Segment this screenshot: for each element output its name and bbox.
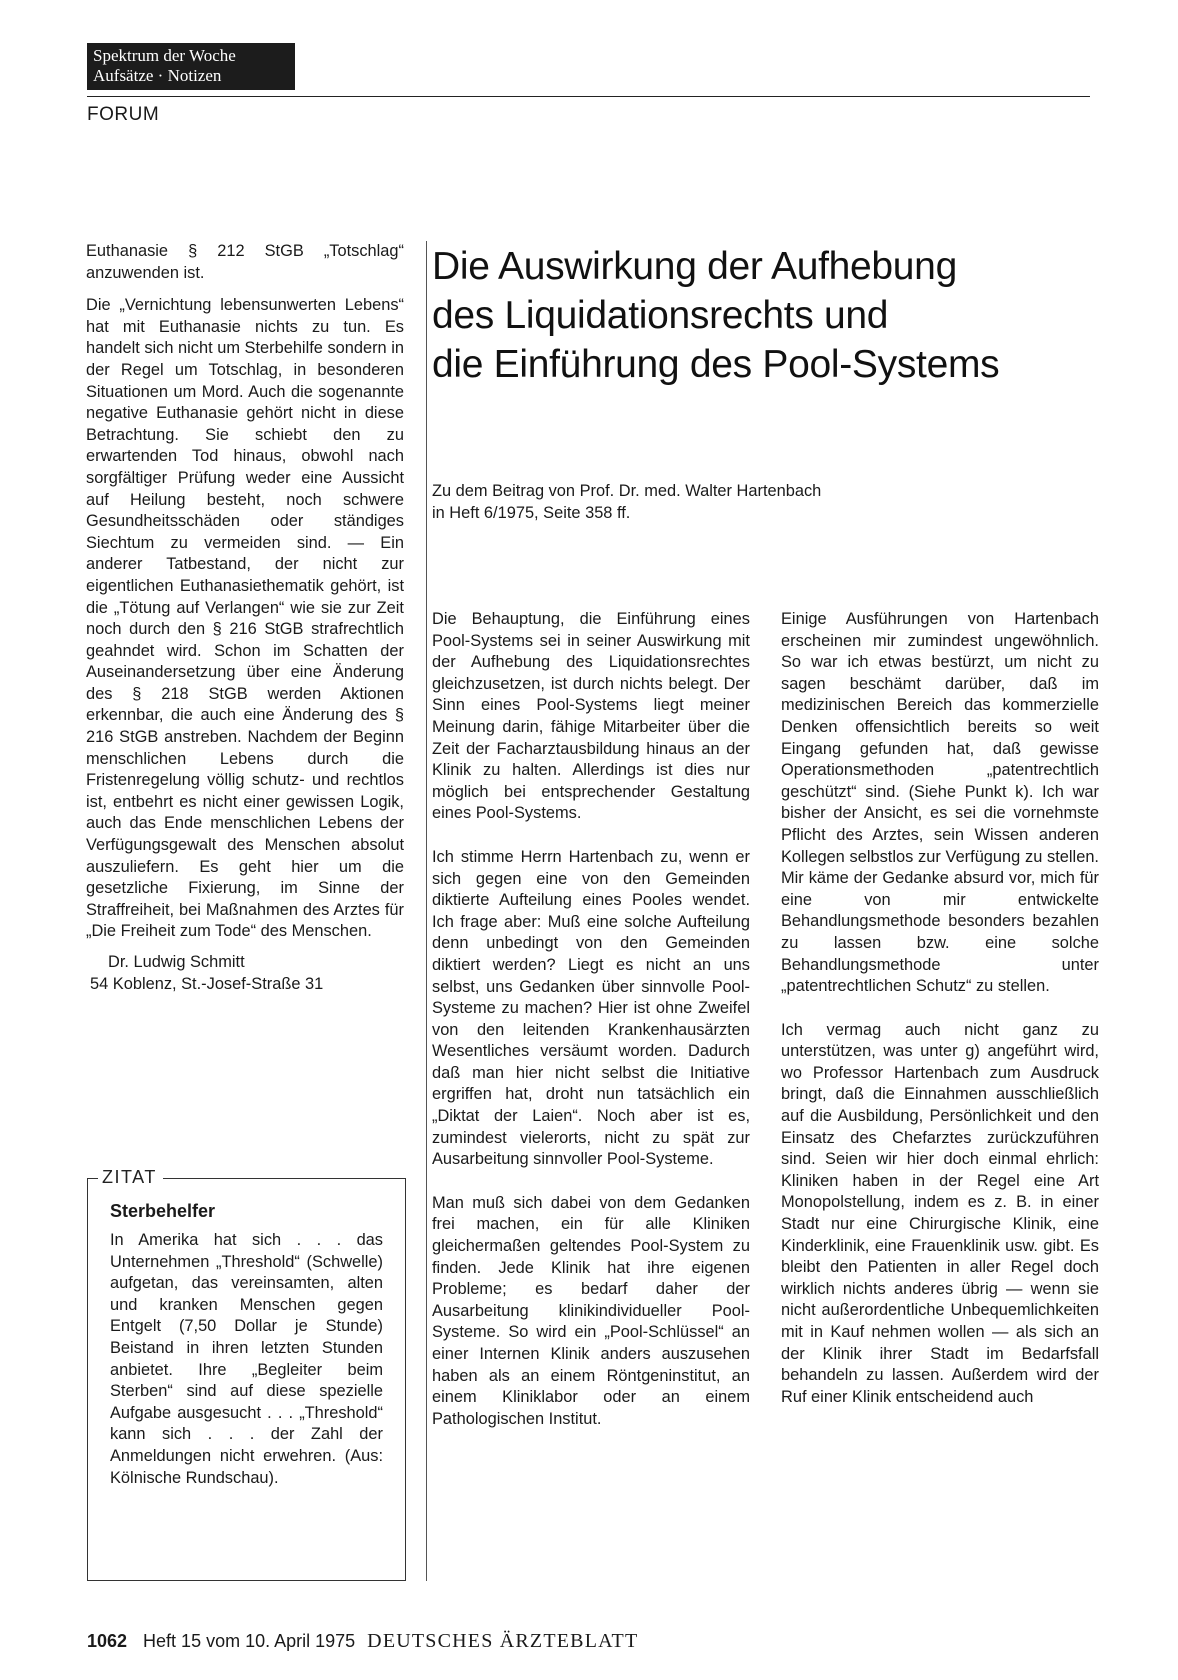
quote-box	[87, 1167, 406, 1581]
letter-signature	[86, 951, 404, 995]
article-subhead	[432, 481, 1032, 524]
article-column-right	[781, 609, 1099, 1408]
badge-line-1: Spektrum der Woche	[93, 46, 236, 65]
column-divider	[426, 241, 427, 1581]
left-paragraph: Die „Vernichtung lebensunwerten Lebens“ hat mit Euthanasie nichts zu tun. Es handelt sich nicht um Sterbehilfe sondern in der Regel um Totschlag, in besonderen Situationen um Mord. Auch die sogenannte negative Euthanasie gehört nicht in diese Betrachtung. Sie schiebt den zu erwartenden Tod hinaus, obwohl nach sorgfältiger Prüfung weder eine Aussicht auf Heilung besteht, noch schwere Gesundheitsschäden oder ständiges Siechtum zu vermeiden sind. — Ein anderer Tatbestand, der nicht zur eigentlichen Euthanasiethematik gehört, ist die „Tötung auf Verlangen“ wie sie zur Zeit noch durch den § 216 StGB strafrechtlich geahndet wird. Schon im Schatten der Auseinandersetzung über eine Änderung des § 218 StGB werden Aktionen erkennbar, die auch eine Änderung des § 216 StGB anstreben. Nachdem der Beginn menschlichen Lebens durch die Fristenregelung völlig schutz- und rechtlos ist, entbehrt es nicht einer gewissen Logik, auch das Ende menschlichen Lebens der Verfügungsgewalt des Menschen absolut auszuliefern. Es geht hier um die gesetzliche Fixierung, im Sinne der Straffreiheit, bei Maßnahmen des Arztes für „Die Freiheit zum Tode“ des Menschen.	[86, 296, 404, 941]
headline-line: Die Auswirkung der Aufhebung	[432, 245, 957, 288]
article-headline	[432, 242, 1102, 389]
journal-masthead: DEUTSCHES ÄRZTEBLATT	[367, 1630, 639, 1652]
article-paragraph: Ich stimme Herrn Hartenbach zu, wenn er sich gegen eine von den Gemeinden diktierte Aufteilung eines Pooles wendet. Ich frage aber: Muß eine solche Aufteilung denn unbedingt von den Gemeinden diktiert werden? Liegt es nicht an uns selbst, uns Gedanken über sinnvolle Pool-Systeme zu machen? Hier ist ohne Zweifel von den leitenden Krankenhausärzten Wesentliches versäumt worden. Dadurch daß man hier nicht selbst die Initiative ergriffen hat, droht nun tatsächlich ein „Diktat der Laien“. Noch aber ist es, zumindest vielerorts, nicht zu spät zur Ausarbeitung sinnvoller Pool-Systeme.	[432, 847, 750, 1169]
headline-line: des Liquidationsrechts und	[432, 294, 889, 337]
quote-box-body: In Amerika hat sich . . . das Unternehmen „Threshold“ (Schwelle) aufgetan, das vereinsamten, alten und kranken Menschen gegen Entgelt (7,50 Dollar je Stunde) Beistand in ihren letzten Stunden anbietet. Ihre „Begleiter beim Sterben“ sind auf diese spezielle Aufgabe ausgesucht . . . „Threshold“ kann sich . . . der Zahl der Anmeldungen nicht erwehren. (Aus: Kölnische Rundschau).	[110, 1231, 383, 1487]
header-rule	[87, 96, 1090, 97]
headline-line: die Einführung des Pool-Systems	[432, 343, 1000, 386]
article-paragraph: Ich vermag auch nicht ganz zu unterstützen, was unter g) angeführt wird, wo Professor Hartenbach zum Ausdruck bringt, daß die Einnahmen ausschließlich auf die Ausbildung, Persönlichkeit und den Einsatz des Chefarztes zurückzuführen sind. Seien wir hier doch einmal ehrlich: Kliniken haben in der Regel eine Art Monopolstellung, indem es z. B. in einer Stadt nur eine Chirurgische Klinik, eine Kinderklinik, eine Frauenklinik usw. gibt. Es bleibt den Patienten in aller Regel doch wirklich nichts anderes übrig — wenn sie nicht außerordentliche Unbequemlichkeiten mit in Kauf nehmen wollen — als sich an der Klinik ihrer Stadt im Bedarfsfall behandeln zu lassen. Außerdem wird der Ruf einer Klinik entscheidend auch	[781, 1020, 1099, 1406]
article-paragraph: Die Behauptung, die Einführung eines Pool-Systems sei in seiner Auswirkung mit der Aufhebung des Liquidationsrechtes gleichzusetzen, ist durch nichts belegt. Der Sinn eines Pool-Systems liegt meiner Meinung darin, fähige Mitarbeiter über die Zeit der Facharztausbildung hinaus an der Klinik zu halten. Allerdings ist dies nur möglich bei entsprechender Gestaltung eines Pool-Systems.	[432, 610, 750, 823]
section-label: FORUM	[87, 104, 160, 125]
quote-box-title: Sterbehelfer	[110, 1201, 216, 1221]
left-column	[86, 241, 404, 995]
issue-info: Heft 15 vom 10. April 1975	[143, 1631, 356, 1651]
signature-name: Dr. Ludwig Schmitt	[108, 953, 245, 971]
left-paragraph: Euthanasie § 212 StGB „Totschlag“ anzuwenden ist.	[86, 242, 404, 282]
article-paragraph: Einige Ausführungen von Hartenbach erscheinen mir zumindest ungewöhnlich. So war ich etwas bestürzt, um nicht zu sagen beschämt darüber, daß im medizinischen Bereich das kommerzielle Denken offensichtlich bereits so weit Eingang gefunden hat, daß gewisse Operationsmethoden „patentrechtlich geschützt“ sind. (Siehe Punkt k). Ich war bisher der Ansicht, es sei die vornehmste Pflicht des Arztes, sein Wissen anderen Kollegen selbstlos zur Verfügung zu stellen. Mir käme der Gedanke absurd vor, mich für eine von mir entwickelte Behandlungsmethode besonders bezahlen zu lassen bzw. eine solche Behandlungsmethode unter „patentrechtlichen Schutz“ zu stellen.	[781, 610, 1099, 996]
section-badge	[87, 43, 295, 90]
quote-box-label: ZITAT	[98, 1167, 163, 1188]
badge-line-2: Aufsätze · Notizen	[93, 66, 222, 85]
subhead-line: in Heft 6/1975, Seite 358 ff.	[432, 503, 631, 522]
signature-address: 54 Koblenz, St.-Josef-Straße 31	[90, 975, 324, 993]
article-paragraph: Man muß sich dabei von dem Gedanken frei machen, ein für alle Kliniken gleichermaßen geltendes Pool-System zu finden. Jede Klinik hat ihre eigenen Probleme; es bedarf daher der Ausarbeitung klinikindividueller Pool-Systeme. So wird ein „Pool-Schlüssel“ an einer Internen Klinik anders auszusehen haben als an einem Röntgeninstitut, an einem Kliniklabor oder an einem Pathologischen Institut.	[432, 1193, 750, 1428]
subhead-line: Zu dem Beitrag von Prof. Dr. med. Walter Hartenbach	[432, 482, 822, 500]
page-number: 1062	[87, 1631, 128, 1651]
page-footer	[87, 1630, 987, 1653]
article-column-middle	[432, 609, 750, 1430]
